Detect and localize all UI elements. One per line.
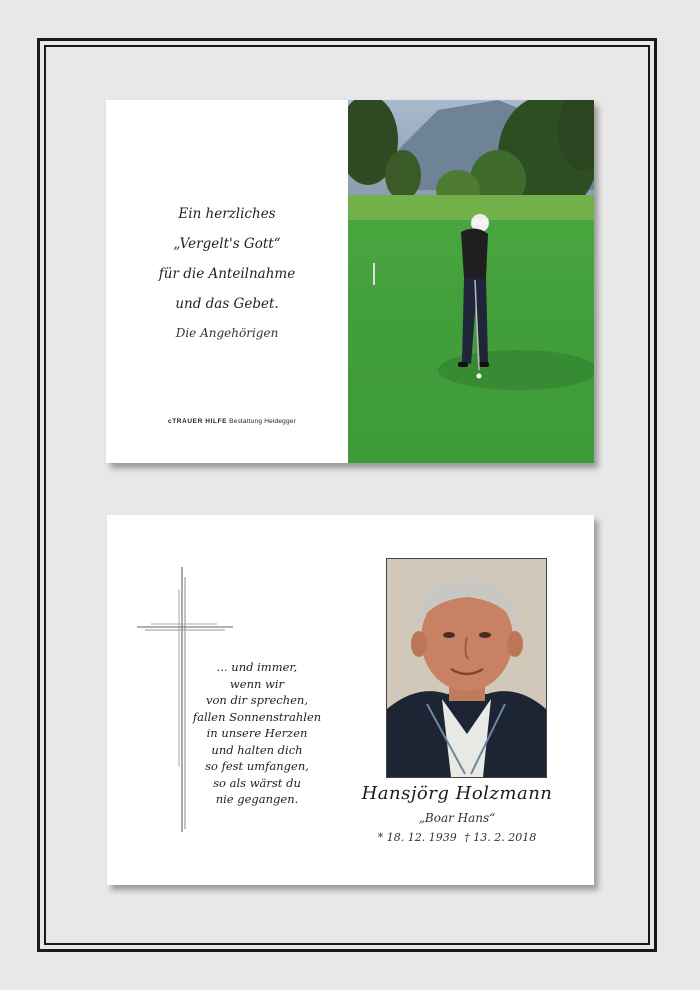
thanks-line: „Vergelt's Gott“ [173, 236, 281, 252]
life-dates [337, 831, 577, 844]
poem-line: fallen Sonnenstrahlen [192, 709, 322, 724]
memorial-card [107, 515, 594, 885]
poem-line: und halten dich [211, 742, 303, 757]
undertaker-credit [168, 418, 296, 425]
thank-you-text-panel [106, 100, 348, 463]
deceased-nickname: „Boar Hans“ [418, 811, 496, 825]
golf-photo [348, 100, 594, 463]
poem-line: wenn wir [229, 676, 285, 691]
family-signature: Die Angehörigen [175, 326, 279, 340]
portrait-photo [386, 558, 547, 778]
thank-you-message [106, 199, 348, 319]
memorial-poem [179, 659, 335, 808]
undertaker-brand: cTRAUER HILFE [168, 418, 228, 425]
birth-date: * 18. 12. 1939 [377, 831, 457, 844]
undertaker-name: Bestattung Heidegger [229, 418, 296, 425]
poem-line: ... und immer, [216, 660, 298, 674]
poem-line: von dir sprechen, [206, 693, 308, 707]
poem-line: so fest umfangen, [205, 759, 309, 773]
thanks-line: Ein herzliches [178, 206, 276, 222]
poem-line: so als wärst du [213, 775, 301, 790]
thanks-line: für die Anteilnahme [158, 266, 296, 282]
thanks-line: und das Gebet. [175, 296, 279, 312]
thank-you-card [106, 100, 594, 463]
poem-line: nie gegangen. [215, 792, 299, 806]
poem-line: in unsere Herzen [206, 726, 308, 740]
death-date: † 13. 2. 2018 [464, 831, 537, 844]
deceased-name: Hansjörg Holzmann [361, 783, 553, 804]
